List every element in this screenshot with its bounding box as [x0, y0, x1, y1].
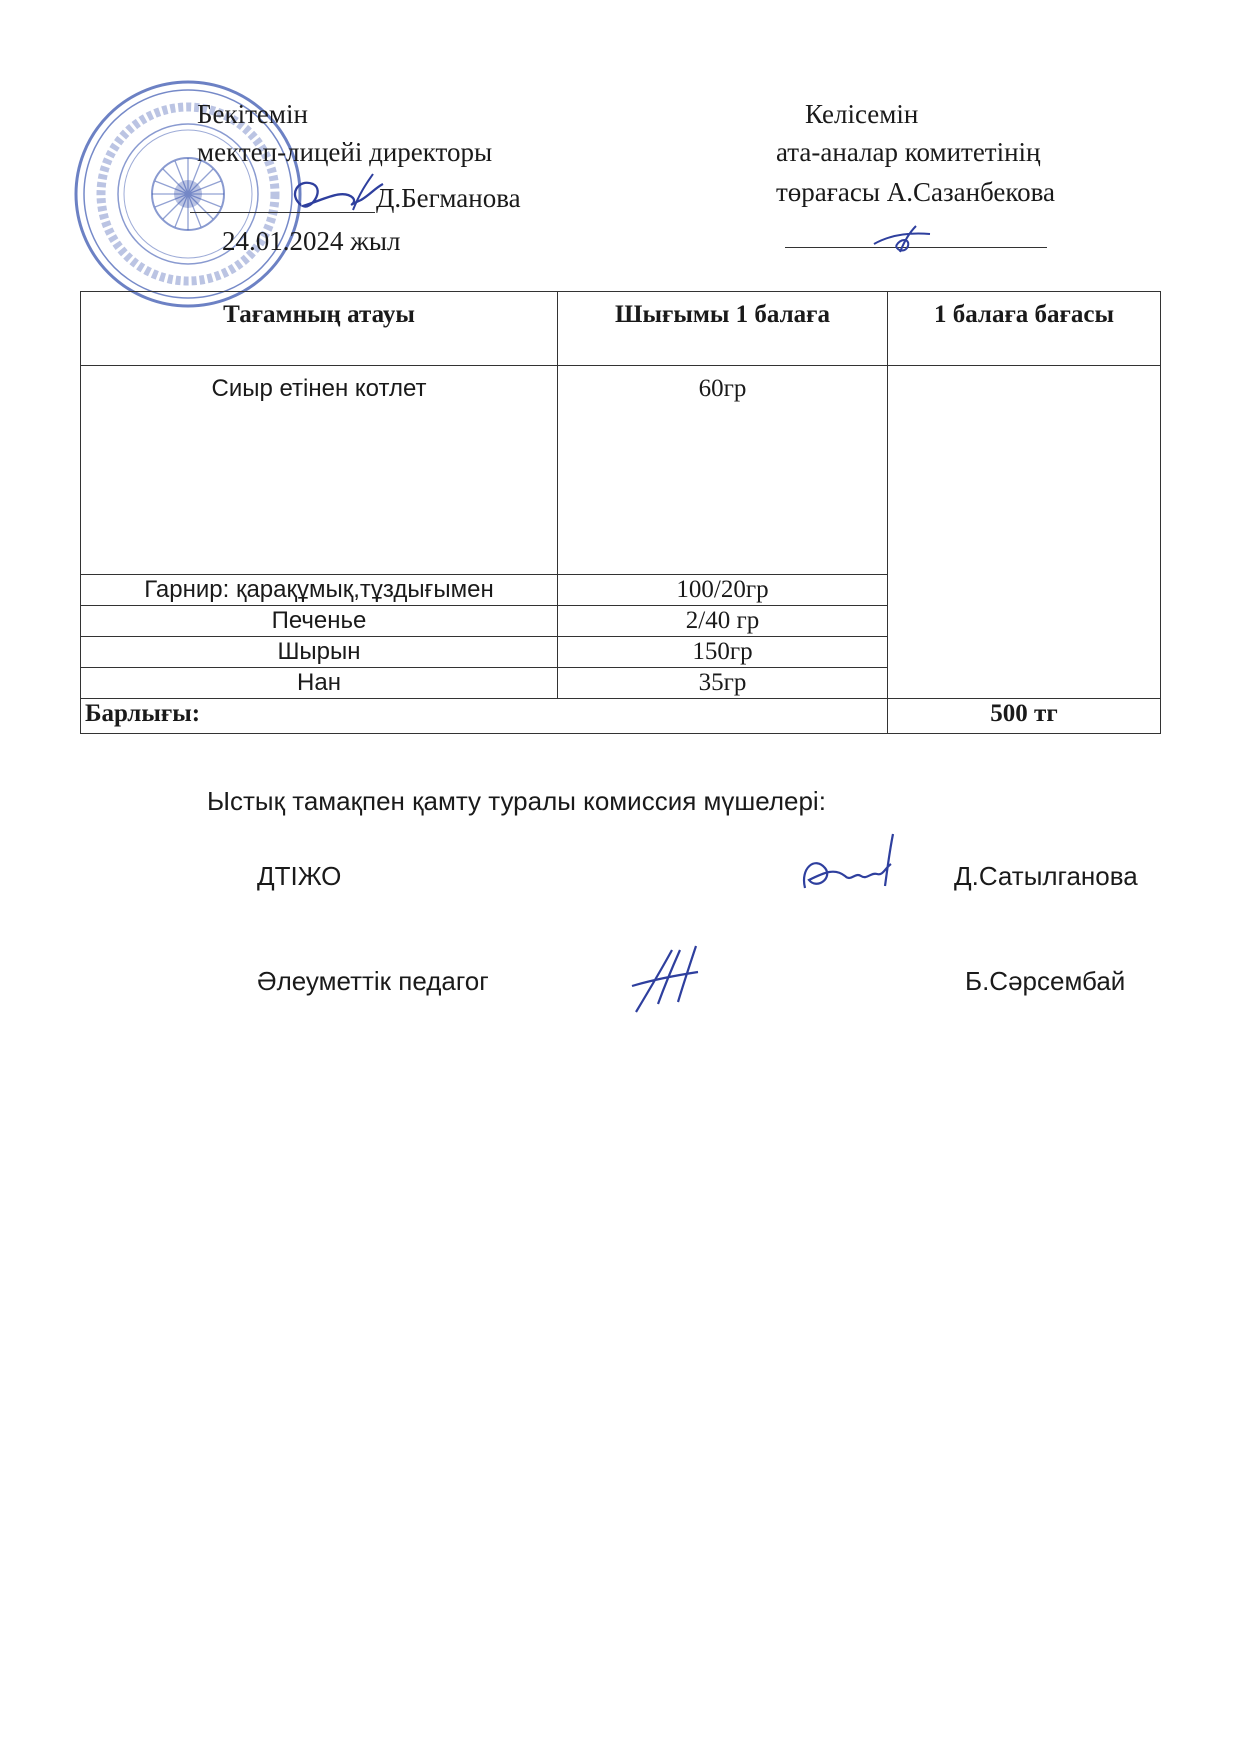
member-signature	[628, 942, 703, 1017]
agreement-heading: Келісемін	[805, 99, 919, 129]
total-value: 500 тг	[888, 699, 1161, 734]
committee-chair: төрағасы А.Сазанбекова	[776, 177, 1056, 207]
column-header-dish-name: Тағамның атауы	[81, 292, 558, 366]
dish-portion: 100/20гр	[558, 575, 888, 606]
member-role: Әлеуметтік педагог	[257, 966, 489, 996]
dish-portion: 60гр	[558, 366, 888, 575]
column-header-price: 1 балаға бағасы	[888, 292, 1161, 366]
member-signature	[795, 828, 915, 898]
table-header-row	[81, 292, 1161, 366]
member-name: Б.Сәрсембай	[965, 966, 1126, 996]
table-row	[81, 366, 1161, 575]
committee-title: ата-аналар комитетінің	[776, 137, 1041, 167]
approval-position: мектеп-лицейі директоры	[197, 137, 493, 167]
dish-portion: 2/40 гр	[558, 606, 888, 637]
chair-signature	[870, 222, 940, 262]
total-label: Барлығы:	[81, 699, 888, 734]
dish-name: Нан	[81, 668, 558, 699]
dish-portion: 35гр	[558, 668, 888, 699]
dish-name: Гарнир: қарақұмық,тұздығымен	[81, 575, 558, 606]
column-header-portion: Шығымы 1 балаға	[558, 292, 888, 366]
menu-table	[80, 291, 1161, 734]
commission-title: Ыстық тамақпен қамту туралы комиссия мүшелері:	[207, 786, 826, 816]
member-role: ДТІЖО	[257, 861, 342, 891]
table-total-row	[81, 699, 1161, 734]
dish-name: Сиыр етінен котлет	[81, 366, 558, 575]
member-name: Д.Сатылганова	[954, 861, 1138, 891]
price-cell	[888, 366, 1161, 699]
director-name: Д.Бегманова	[376, 183, 521, 213]
dish-portion: 150гр	[558, 637, 888, 668]
approval-date: 24.01.2024 жыл	[222, 226, 401, 256]
approval-heading: Бекітемін	[197, 99, 308, 129]
director-signature	[283, 170, 393, 230]
dish-name: Шырын	[81, 637, 558, 668]
dish-name: Печенье	[81, 606, 558, 637]
